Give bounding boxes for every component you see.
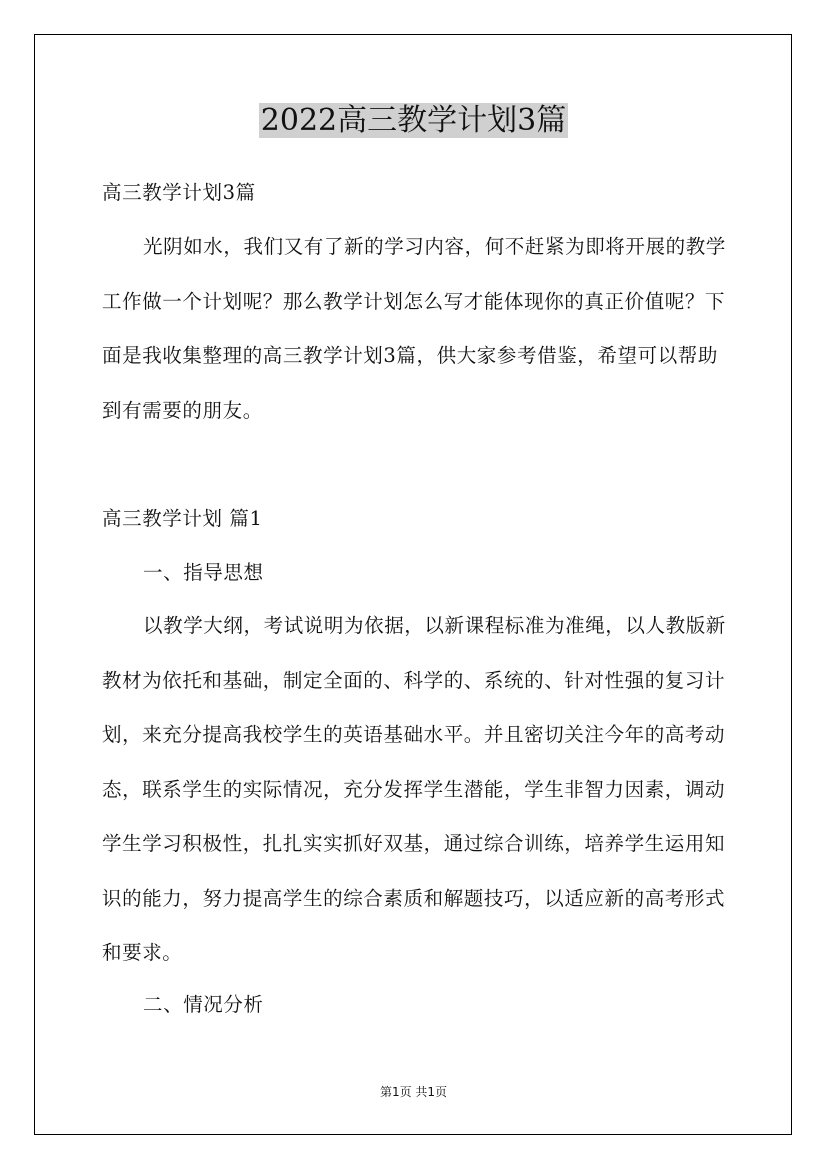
page-footer: 第1页 共1页 <box>379 1085 448 1099</box>
section1-subheading-guiding-ideology: 一、指导思想 <box>143 561 264 584</box>
document-title <box>0 101 827 141</box>
intro-heading: 高三教学计划3篇 <box>102 181 256 204</box>
section1-paragraph: 以教学大纲，考试说明为依据，以新课程标准为准绳，以人教版新教材为依托和基础，制定全面的、科学的、系统的、针对性强的复习计划，来充分提高我校学生的英语基础水平。并且密切关注今年的高考动态，联系学生的实际情况，充分发挥学生潜能，学生非智力因素，调动学生学习积极性，扎扎实实抓好双基，通过综合训练，培养学生运用知识的能力，努力提高学生的综合素质和解题技巧，以适应新的高考形式和要求。 <box>102 614 726 964</box>
section1-subheading-situation-analysis: 二、情况分析 <box>143 993 264 1016</box>
document-title-text: 2022高三教学计划3篇 <box>260 103 567 138</box>
section1-heading: 高三教学计划 篇1 <box>102 507 263 530</box>
intro-paragraph: 光阴如水，我们又有了新的学习内容，何不赶紧为即将开展的教学工作做一个计划呢？那么教学计划怎么写才能体现你的真正价值呢？下面是我收集整理的高三教学计划3篇，供大家参考借鉴，希望可以帮助到有需要的朋友。 <box>102 235 726 422</box>
